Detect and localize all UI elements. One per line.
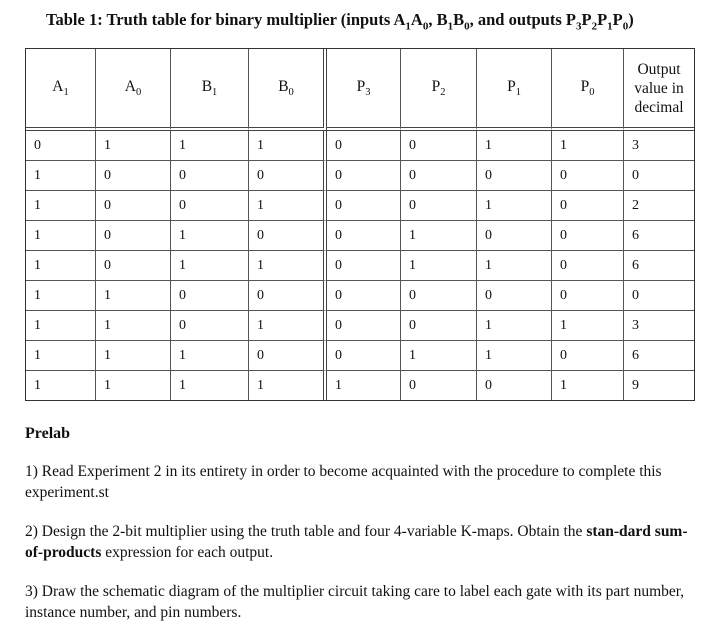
table-cell: 1 [171, 131, 249, 161]
table-row [26, 221, 694, 251]
header-p2: $P_2$ [401, 49, 477, 131]
table-cell: 1 [249, 311, 327, 341]
table-cell: 9 [632, 377, 639, 393]
table-cell: 1 [26, 161, 96, 191]
table-cell: 1 [477, 311, 552, 341]
table-cell: 1 [96, 341, 171, 371]
table-cell: 1 [249, 371, 327, 400]
table-cell: 6 [624, 251, 694, 281]
table-row [26, 281, 694, 311]
table-cell: 0 [171, 281, 249, 311]
header-p0: $P_0$ [552, 49, 624, 131]
table-cell: 1 [171, 371, 249, 400]
table-cell: 0 [96, 221, 171, 251]
header-p3: $P_3$ [327, 49, 401, 131]
table-cell: 1 [477, 131, 552, 161]
header-b1: $B_1$ [171, 49, 249, 131]
table-cell: 0 [327, 161, 401, 191]
table-cell: 0 [477, 221, 552, 251]
table-cell: 1 [552, 311, 624, 341]
table-row [26, 161, 694, 191]
header-b0: $B_0$ [249, 49, 327, 131]
table-cell: 1 [327, 371, 401, 400]
table-cell: 0 [327, 251, 401, 281]
table-cell: 1 [171, 341, 249, 371]
table-cell: 0 [401, 131, 477, 161]
table-cell: 0 [96, 161, 171, 191]
table-cell: 0 [96, 251, 171, 281]
table-cell: 1 [552, 371, 624, 400]
table-cell: 1 [96, 371, 171, 400]
table-cell: 0 [249, 161, 327, 191]
table-cell: 0 [327, 221, 401, 251]
table-cell: 0 [171, 161, 249, 191]
header-output-decimal: Output value in decimal [624, 49, 694, 131]
table-caption: Table 1: Truth table for binary multiplier (inputs $A_1A_0$, $B_1B_0$, and outputs $P_3P_2P_1P_0$) [46, 10, 634, 33]
table-cell: 3 [624, 311, 694, 341]
table-cell: 0 [552, 161, 624, 191]
table-cell: 0 [327, 281, 401, 311]
table-row [26, 371, 694, 400]
table-cell: 0 [401, 371, 477, 400]
table-cell: 1 [26, 221, 96, 251]
table-cell: 0 [552, 251, 624, 281]
table-cell: 0 [552, 341, 624, 371]
table-cell: 0 [624, 161, 694, 191]
table-cell: 0 [249, 281, 327, 311]
table-cell: 0 [327, 311, 401, 341]
table-cell: 1 [401, 341, 477, 371]
table-row [26, 131, 694, 161]
table-cell: 1 [552, 131, 624, 161]
prelab-step-3: 3) Draw the schematic diagram of the multiplier circuit taking care to label each gate with its part number, instance number, and pin numbers. [25, 583, 685, 621]
table-cell: 0 [552, 281, 624, 311]
table-cell: 1 [401, 221, 477, 251]
table-cell: 2 [624, 191, 694, 221]
table-cell: 1 [96, 311, 171, 341]
table-cell: 1 [477, 191, 552, 221]
table-cell: 1 [171, 251, 249, 281]
table-cell: 0 [26, 131, 96, 161]
table-cell: 1 [96, 281, 171, 311]
table-cell: 6 [624, 341, 694, 371]
table-cell: 0 [477, 161, 552, 191]
table-cell: 0 [477, 371, 552, 400]
table-cell: 0 [171, 311, 249, 341]
table-cell: 1 [26, 251, 96, 281]
table-cell: 1 [26, 371, 96, 400]
table-cell: 0 [401, 311, 477, 341]
table-row [26, 191, 694, 221]
table-cell: 3 [624, 131, 694, 161]
header-a1: $A_1$ [26, 49, 96, 131]
table-cell: 0 [401, 191, 477, 221]
header-p1: $P_1$ [477, 49, 552, 131]
table-cell: 1 [26, 281, 96, 311]
table-cell: 1 [26, 191, 96, 221]
table-row [26, 341, 694, 371]
table-cell: 6 [624, 221, 694, 251]
prelab-step-1: 1) Read Experiment 2 in its entirety in order to become acquainted with the procedure to complete this experiment.st [25, 463, 662, 501]
prelab-step-2: 2) Design the 2-bit multiplier using the truth table and four 4-variable K-maps. Obtain the stan-dard sum-of-products expression for each output. [25, 523, 688, 561]
header-a0: $A_0$ [96, 49, 171, 131]
table-cell: 0 [327, 191, 401, 221]
table-cell: 1 [96, 131, 171, 161]
table-cell: 0 [249, 221, 327, 251]
table-cell: 1 [249, 131, 327, 161]
table-cell: 1 [249, 191, 327, 221]
table-cell: 0 [552, 221, 624, 251]
table-cell: 0 [401, 161, 477, 191]
table-cell: 0 [477, 281, 552, 311]
table-cell: 0 [171, 191, 249, 221]
header-row [26, 49, 694, 131]
table-cell: 0 [624, 281, 694, 311]
table-cell: 1 [477, 251, 552, 281]
table-cell: 1 [26, 311, 96, 341]
table-cell: 0 [96, 191, 171, 221]
table-cell: 0 [552, 191, 624, 221]
table-cell: 0 [249, 341, 327, 371]
table-cell: 1 [477, 341, 552, 371]
table-cell: 0 [401, 281, 477, 311]
truth-table [25, 48, 695, 401]
table-row [26, 251, 694, 281]
table-cell: 1 [401, 251, 477, 281]
table-cell: 1 [171, 221, 249, 251]
table-cell: 0 [327, 131, 401, 161]
table-row [26, 311, 694, 341]
prelab-heading: Prelab [25, 425, 71, 442]
table-cell: 0 [327, 341, 401, 371]
table-cell: 1 [26, 341, 96, 371]
table-cell: 1 [249, 251, 327, 281]
